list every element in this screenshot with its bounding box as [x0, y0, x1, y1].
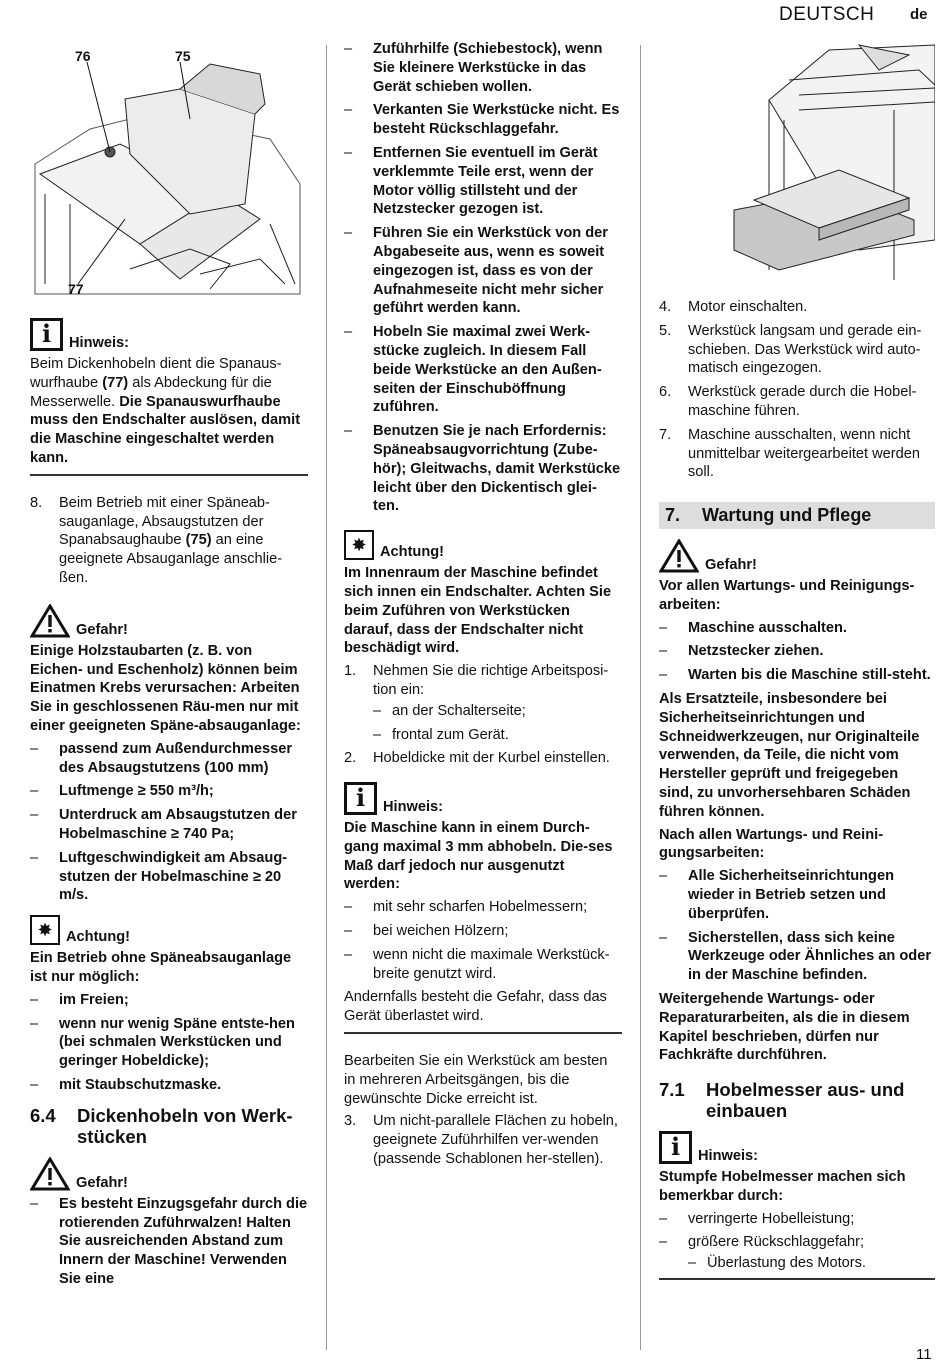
list-item: – Unterdruck am Absaugstutzen der Hobelmaschine ≥ 740 Pa;: [30, 806, 308, 844]
step-list: [659, 298, 935, 482]
danger-label: Gefahr!: [76, 621, 128, 638]
danger-text: Einige Holzstaubarten (z. B. von Eichen- und Eschenholz) können beim Einatmen Krebs verursachen: Arbeiten Sie in geschlossenen Räu-men nur mit einer geeigneten Späne-absauganlage:: [30, 642, 301, 734]
attention-heading: [344, 530, 622, 560]
step-item: 6. Werkstück gerade durch die Hobel-maschine führen.: [659, 384, 917, 419]
list-item: – verringerte Hobelleistung;: [659, 1210, 935, 1229]
paragraph: Als Ersatzteile, insbesondere bei Sicherheitseinrichtungen und Schneidwerkzeugen, nur Originalteile verwenden, da Teile, die nicht vom Hersteller geprüft und freigegeben sind, zu unvorhersehbaren Schäden führen können.: [659, 690, 920, 820]
attention-icon: ✸: [344, 530, 374, 560]
danger-list: [30, 740, 308, 905]
attention-list: [30, 991, 308, 1095]
attention-heading: [30, 915, 308, 945]
list-item: – mit sehr scharfen Hobelmessern;: [344, 898, 622, 917]
danger-label: Gefahr!: [705, 556, 757, 573]
step-item: 1. Nehmen Sie die richtige Arbeitsposi-tion ein: – an der Schalterseite; – frontal zum Gerät.: [344, 662, 622, 744]
danger-heading: [659, 539, 935, 573]
sub-list: [688, 1254, 935, 1273]
attention-text: Ein Betrieb ohne Späneabsauganlage ist nur möglich:: [30, 950, 292, 985]
figure-label-76: 76: [75, 48, 91, 64]
note-text: Stumpfe Hobelmesser machen sich bemerkbar durch:: [659, 1169, 906, 1204]
step-list: [30, 494, 308, 588]
info-icon: i: [30, 318, 63, 351]
note-label: Hinweis:: [698, 1148, 759, 1165]
step-item: 3. Um nicht-parallele Flächen zu hobeln, geeignete Zuführhilfen ver-wenden (passende Schablonen her-stellen).: [344, 1113, 618, 1168]
danger-label: Gefahr!: [76, 1174, 128, 1191]
list-item: – passend zum Außendurchmesser des Absaugstutzens (100 mm): [30, 740, 308, 778]
warning-icon: [659, 539, 699, 573]
column-3: [659, 40, 935, 1298]
paragraph: Weitergehende Wartungs- oder Reparaturarbeiten, als die in diesem Kapitel beschrieben, dürfen nur Fachkräfte durchführen.: [659, 990, 910, 1064]
column-divider: [640, 45, 641, 1350]
section-heading-7: 7. Wartung und Pflege: [659, 502, 935, 529]
section-heading-7-1: 7.1 Hobelmesser aus- und einbauen: [659, 1079, 905, 1122]
danger-list: [30, 1195, 308, 1289]
list-item: – wenn nicht die maximale Werkstück-breite genutzt wird.: [344, 946, 622, 984]
note-text: Die Maschine kann in einem Durch-gang maximal 3 mm abhobeln. Die-ses Maß darf jedoch nur ausgenutzt werden:: [344, 820, 613, 893]
step-item: 8. Beim Betrieb mit einer Späneab-sauganlage, Absaugstutzen der Spanabsaughaube (75) an eine geeignete Absauganlage anschlie-ßen.: [30, 494, 283, 586]
warning-icon: [30, 1157, 70, 1191]
step-item: 7. Maschine ausschalten, wenn nicht unmittelbar weitergearbeitet werden soll.: [659, 426, 921, 481]
header-lang-code: de: [910, 6, 928, 23]
danger-heading: [30, 604, 308, 638]
note-list: [344, 898, 622, 983]
paragraph: Bearbeiten Sie ein Werkstück am besten in mehreren Arbeitsgängen, bis die gewünschte Dicke erreicht ist.: [344, 1053, 608, 1107]
list-item-continued: – Zuführhilfe (Schiebestock), wenn Sie kleinere Werkstücke in das Gerät schieben wollen.: [344, 40, 622, 96]
note-text: Beim Dickenhobeln dient die Spanaus-wurfhaube (77) als Abdeckung für die Messerwelle. Die Spanauswurfhaube muss den Endschalter auslösen, damit die Maschine eingeschaltet werden kann.: [30, 356, 301, 466]
list-item: – bei weichen Hölzern;: [344, 922, 622, 941]
list-item: – Hobeln Sie maximal zwei Werk-stücke zugleich. In diesem Fall beide Werkstücke an den Außen-seiten der Einschuböffnung zuführen.: [344, 323, 622, 417]
maintenance-list: [659, 867, 935, 985]
paragraph: Nach allen Wartungs- und Reini-gungsarbeiten:: [659, 826, 884, 862]
list-item: – größere Rückschlaggefahr; – Überlastung des Motors.: [659, 1233, 935, 1273]
step-item: 5. Werkstück langsam und gerade ein-schieben. Das Werkstück wird auto-matisch eingezogen.: [659, 322, 922, 377]
list-item: – wenn nur wenig Späne entste-hen (bei schmalen Werkstücken und geringer Hobeldicke);: [30, 1015, 308, 1071]
list-item: – Maschine ausschalten.: [659, 619, 935, 638]
list-item: – Netzstecker ziehen.: [659, 642, 935, 661]
list-item: – Warten bis die Maschine still-steht.: [659, 666, 935, 685]
planer-illustration: [30, 44, 308, 302]
list-item: – Führen Sie ein Werkstück von der Abgabeseite aus, wenn es soweit eingezogen ist, dass es von der Aufnahmeseite nicht mehr sicher geführt werden kann.: [344, 224, 622, 318]
attention-label: Achtung!: [66, 929, 131, 946]
list-item: – frontal zum Gerät.: [373, 726, 622, 745]
list-item: – Sicherstellen, dass sich keine Werkzeuge oder Ähnliches an oder in der Maschine befinden.: [659, 929, 935, 985]
divider: [659, 1278, 935, 1280]
list-item: – Entfernen Sie eventuell im Gerät verklemmte Teile erst, wenn der Motor völlig stillsteht und der Netzstecker gezogen ist.: [344, 144, 622, 219]
section-heading-6-4: 6.4 Dickenhobeln von Werk-stücken: [30, 1104, 293, 1147]
figure-label-75: 75: [175, 48, 191, 64]
note-heading: [30, 318, 308, 351]
column-1: [30, 44, 308, 1294]
step-item: 2. Hobeldicke mit der Kurbel einstellen.: [344, 750, 610, 767]
safety-list: [344, 40, 622, 516]
danger-heading: [30, 1157, 308, 1191]
note-heading: [659, 1131, 935, 1164]
divider: [344, 1032, 622, 1034]
page-number: 11: [916, 1346, 932, 1363]
list-item: – Benutzen Sie je nach Erfordernis: Späneabsaugvorrichtung (Zube-hör); Gleitwachs, damit Werkstücke leicht über den Dickentisch glei-ten.: [344, 422, 622, 516]
attention-text: Im Innenraum der Maschine befindet sich innen ein Endschalter. Achten Sie beim Zuführen von Werkstücken darauf, dass der Endschalter nicht beschädigt wird.: [344, 565, 612, 657]
step-item: 4. Motor einschalten.: [659, 299, 808, 315]
note-list: [659, 1210, 935, 1273]
list-item: – an der Schalterseite;: [373, 702, 622, 721]
step-list: [344, 662, 622, 768]
list-item: – Luftmenge ≥ 550 m³/h;: [30, 782, 308, 801]
divider: [30, 474, 308, 476]
attention-icon: ✸: [30, 915, 60, 945]
note-heading: [344, 782, 622, 815]
list-item: – Alle Sicherheitseinrichtungen wieder in Betrieb setzen und überprüfen.: [659, 867, 935, 923]
sub-list: [373, 702, 622, 745]
step-list: [344, 1112, 622, 1168]
attention-label: Achtung!: [380, 544, 445, 561]
planer-figure: [30, 44, 308, 302]
list-item: – Verkanten Sie Werkstücke nicht. Es besteht Rückschlaggefahr.: [344, 101, 622, 139]
figure-label-77: 77: [68, 281, 84, 297]
planer-feed-illustration: [659, 40, 935, 290]
list-item: – im Freien;: [30, 991, 308, 1010]
planer-feed-figure: [659, 40, 935, 290]
list-item: – Überlastung des Motors.: [688, 1254, 935, 1273]
column-2: [344, 40, 622, 1174]
info-icon: i: [659, 1131, 692, 1164]
info-icon: i: [344, 782, 377, 815]
list-item: – mit Staubschutzmaske.: [30, 1076, 308, 1095]
column-divider: [326, 45, 327, 1350]
note-after-text: Andernfalls besteht die Gefahr, dass das Gerät überlastet wird.: [344, 989, 607, 1025]
header-language: DEUTSCH: [779, 4, 875, 25]
danger-list: [659, 619, 935, 685]
danger-text: Vor allen Wartungs- und Reinigungs-arbeiten:: [659, 577, 915, 613]
list-item: – Es besteht Einzugsgefahr durch die rotierenden Zuführwalzen! Halten Sie ausreichenden Abstand zum Innern der Maschine! Verwenden Sie eine: [30, 1195, 308, 1289]
note-label: Hinweis:: [383, 799, 444, 816]
list-item: – Luftgeschwindigkeit am Absaug-stutzen der Hobelmaschine ≥ 20 m/s.: [30, 849, 308, 905]
note-label: Hinweis:: [69, 335, 130, 351]
warning-icon: [30, 604, 70, 638]
